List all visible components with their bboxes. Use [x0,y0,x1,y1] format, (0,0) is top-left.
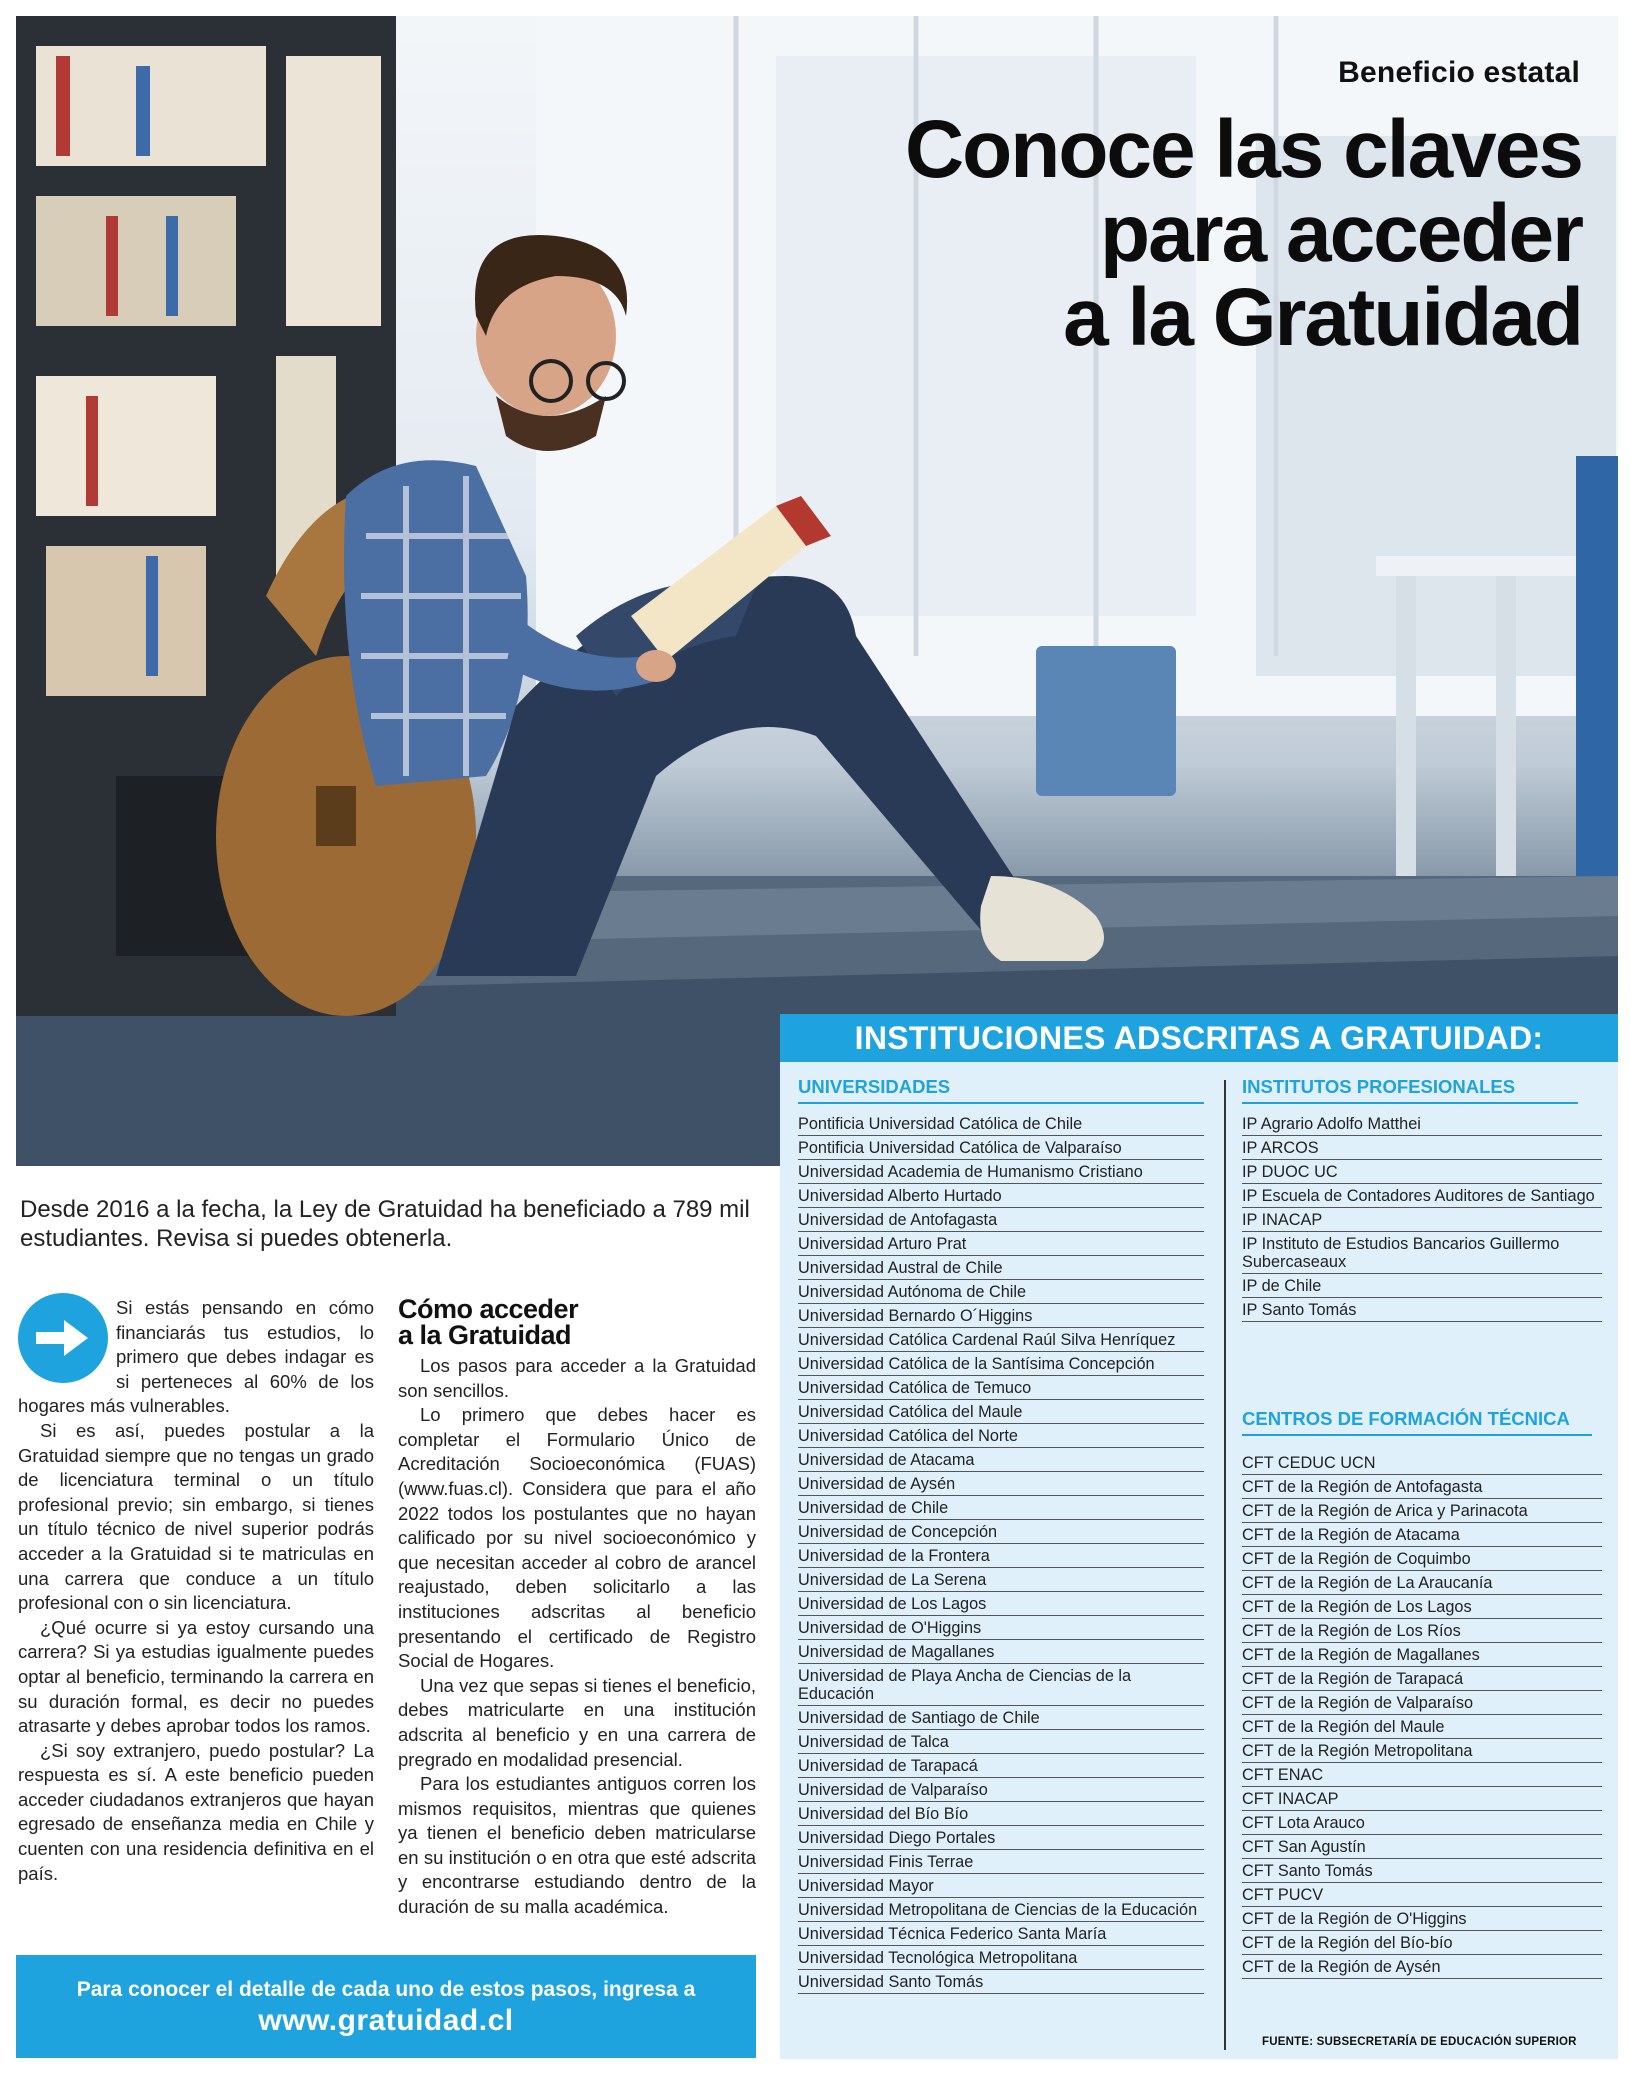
list-item: CFT San Agustín [1242,1835,1602,1859]
list-item: Universidad del Bío Bío [798,1802,1204,1826]
list-item: Universidad Alberto Hurtado [798,1184,1204,1208]
headline-line: a la Gratuidad [1063,272,1582,363]
cft-list [1242,1451,1602,1979]
list-item: Universidad de Aysén [798,1472,1204,1496]
list-item: Universidad de Talca [798,1730,1204,1754]
headline [682,104,1582,363]
list-item: IP DUOC UC [1242,1160,1602,1184]
list-item: IP Escuela de Contadores Auditores de Santiago [1242,1184,1602,1208]
list-item: Pontificia Universidad Católica de Chile [798,1112,1204,1136]
list-item: Universidad Católica del Maule [798,1400,1204,1424]
list-item: CFT PUCV [1242,1883,1602,1907]
list-item: Universidad Academia de Humanismo Cristiano [798,1160,1204,1184]
panel-title: INSTITUCIONES ADSCRITAS A GRATUIDAD: [780,1014,1618,1062]
list-item: CFT de la Región de Valparaíso [1242,1691,1602,1715]
article-paragraph: Los pasos para acceder a la Gratuidad son sencillos. [398,1355,756,1401]
list-item: CFT ENAC [1242,1763,1602,1787]
list-item: Universidad Tecnológica Metropolitana [798,1946,1204,1970]
cft-heading: CENTROS DE FORMACIÓN TÉCNICA [1242,1408,1592,1436]
article-paragraph: Si es así, puedes postular a la Gratuidad siempre que no tengas un grado de licenciatura terminal o un título profesional previo; sin embargo, si tienes un título técnico de nivel superior podrás acceder a la Gratuidad si te matriculas en una carrera que conduce a un título profesional con o sin licenciatura. [18,1419,374,1614]
list-item: IP Instituto de Estudios Bancarios Guillermo Subercaseaux [1242,1232,1602,1274]
universidades-heading: UNIVERSIDADES [798,1076,1204,1104]
list-item: IP Santo Tomás [1242,1298,1602,1322]
list-item: Universidad de O'Higgins [798,1616,1204,1640]
list-item: IP Agrario Adolfo Matthei [1242,1112,1602,1136]
universidades-list [798,1112,1204,1994]
column-divider [1224,1080,1226,2050]
section-heading [398,1296,756,1348]
list-item: Universidad Católica del Norte [798,1424,1204,1448]
list-item: Universidad Arturo Prat [798,1232,1204,1256]
list-item: CFT de la Región del Bío-bío [1242,1931,1602,1955]
institutos-list [1242,1112,1602,1322]
list-item: CFT de la Región Metropolitana [1242,1739,1602,1763]
list-item: CFT Santo Tomás [1242,1859,1602,1883]
list-item: IP INACAP [1242,1208,1602,1232]
paragraph-text: Si estás pensando en cómo financiarás tus estudios, lo primero que debes indagar es si perteneces al 60% de los hogares más vulnerables. [18,1297,374,1417]
list-item: Universidad Diego Portales [798,1826,1204,1850]
list-item: CFT de la Región de O'Higgins [1242,1907,1602,1931]
cta-text: Para conocer el detalle de cada uno de estos pasos, ingresa a [76,1978,696,2001]
article-paragraph: Para los estudiantes antiguos corren los mismos requisitos, mientras que quienes ya tienen el beneficio deben matricularse en su institución o en otra que esté adscrita y encontrarse estudiando dentro de la duración de su malla académica. [398,1773,756,1918]
list-item: Universidad de Santiago de Chile [798,1706,1204,1730]
headline-line: para acceder [1099,188,1582,279]
list-item: Universidad Austral de Chile [798,1256,1204,1280]
list-item: Universidad de Valparaíso [798,1778,1204,1802]
article-paragraph: ¿Qué ocurre si ya estoy cursando una carrera? Si ya estudias igualmente puedes optar al beneficio, terminando la carrera en su duración formal, es decir no puedes atrasarte y debes aprobar todos los ramos. [18,1616,374,1737]
list-item: IP ARCOS [1242,1136,1602,1160]
section-kicker: Beneficio estatal [1338,56,1580,89]
list-item: IP de Chile [1242,1274,1602,1298]
article-paragraph [18,1296,374,1419]
list-item: Universidad de Magallanes [798,1640,1204,1664]
source-note: FUENTE: SUBSECRETARÍA DE EDUCACIÓN SUPERIOR [1262,2036,1577,2048]
cta-link[interactable]: www.gratuidad.cl [258,2004,514,2037]
list-item: Universidad de Chile [798,1496,1204,1520]
list-item: Pontificia Universidad Católica de Valparaíso [798,1136,1204,1160]
list-item: CFT de la Región de Los Lagos [1242,1595,1602,1619]
list-item: Universidad Finis Terrae [798,1850,1204,1874]
list-item: CFT de la Región del Maule [1242,1715,1602,1739]
intro-text: Desde 2016 a la fecha, la Ley de Gratuidad ha beneficiado a 789 mil estudiantes. Revisa si puedes obtenerla. [20,1196,750,1252]
list-item: Universidad Santo Tomás [798,1970,1204,1994]
institutions-panel [780,1014,1618,2059]
list-item: Universidad de Antofagasta [798,1208,1204,1232]
article-paragraph: ¿Si soy extranjero, puedo postular? La respuesta es sí. A este beneficio pueden acceder ciudadanos extranjeros que hayan egresado de enseñanza media en Chile y cuenten con una residencia definitiva en el país. [18,1739,374,1884]
list-item: CFT de la Región de Tarapacá [1242,1667,1602,1691]
list-item: Universidad de Los Lagos [798,1592,1204,1616]
institutos-heading: INSTITUTOS PROFESIONALES [1242,1076,1578,1104]
list-item: Universidad Metropolitana de Ciencias de la Educación [798,1898,1204,1922]
list-item: Universidad Mayor [798,1874,1204,1898]
headline-line: Conoce las claves [904,104,1582,195]
list-item: Universidad Católica de la Santísima Concepción [798,1352,1204,1376]
list-item: CFT CEDUC UCN [1242,1451,1602,1475]
list-item: Universidad de La Serena [798,1568,1204,1592]
list-item: Universidad de Tarapacá [798,1754,1204,1778]
article-column-2 [398,1296,756,1920]
list-item: Universidad de la Frontera [798,1544,1204,1568]
article-paragraph: Lo primero que debes hacer es completar el Formulario Único de Acreditación Socioeconómica (FUAS) (www.fuas.cl). Considera que para el año 2022 todos los postulantes que no hayan calificado por su nivel socioeconómico y que necesitan acceder al cobro de arancel reajustado, deben solicitarlo a las instituciones adscritas al beneficio presentando el certificado de Registro Social de Hogares. [398,1404,756,1672]
list-item: CFT de la Región de Magallanes [1242,1643,1602,1667]
list-item: CFT de la Región de La Araucanía [1242,1571,1602,1595]
article-paragraph: Una vez que sepas si tienes el beneficio, debes matricularte en una institución adscrita al beneficio y en una carrera de pregrado en modalidad presencial. [398,1674,756,1770]
hero-photo [16,16,1618,1166]
list-item: CFT de la Región de Aysén [1242,1955,1602,1979]
section-heading-line: Cómo acceder [398,1294,579,1324]
list-item: CFT de la Región de Los Ríos [1242,1619,1602,1643]
list-item: CFT de la Región de Atacama [1242,1523,1602,1547]
list-item: Universidad de Atacama [798,1448,1204,1472]
list-item: Universidad Bernardo O´Higgins [798,1304,1204,1328]
list-item: CFT de la Región de Arica y Parinacota [1242,1499,1602,1523]
list-item: Universidad Autónoma de Chile [798,1280,1204,1304]
section-heading-line: a la Gratuidad [398,1320,572,1350]
list-item: Universidad Católica de Temuco [798,1376,1204,1400]
list-item: CFT de la Región de Coquimbo [1242,1547,1602,1571]
list-item: CFT Lota Arauco [1242,1811,1602,1835]
list-item: Universidad de Playa Ancha de Ciencias de la Educación [798,1664,1204,1706]
article-column-1 [18,1296,374,1886]
list-item: Universidad Católica Cardenal Raúl Silva Henríquez [798,1328,1204,1352]
list-item: CFT de la Región de Antofagasta [1242,1475,1602,1499]
list-item: Universidad Técnica Federico Santa María [798,1922,1204,1946]
cta-banner [16,1955,756,2058]
list-item: CFT INACAP [1242,1787,1602,1811]
list-item: Universidad de Concepción [798,1520,1204,1544]
